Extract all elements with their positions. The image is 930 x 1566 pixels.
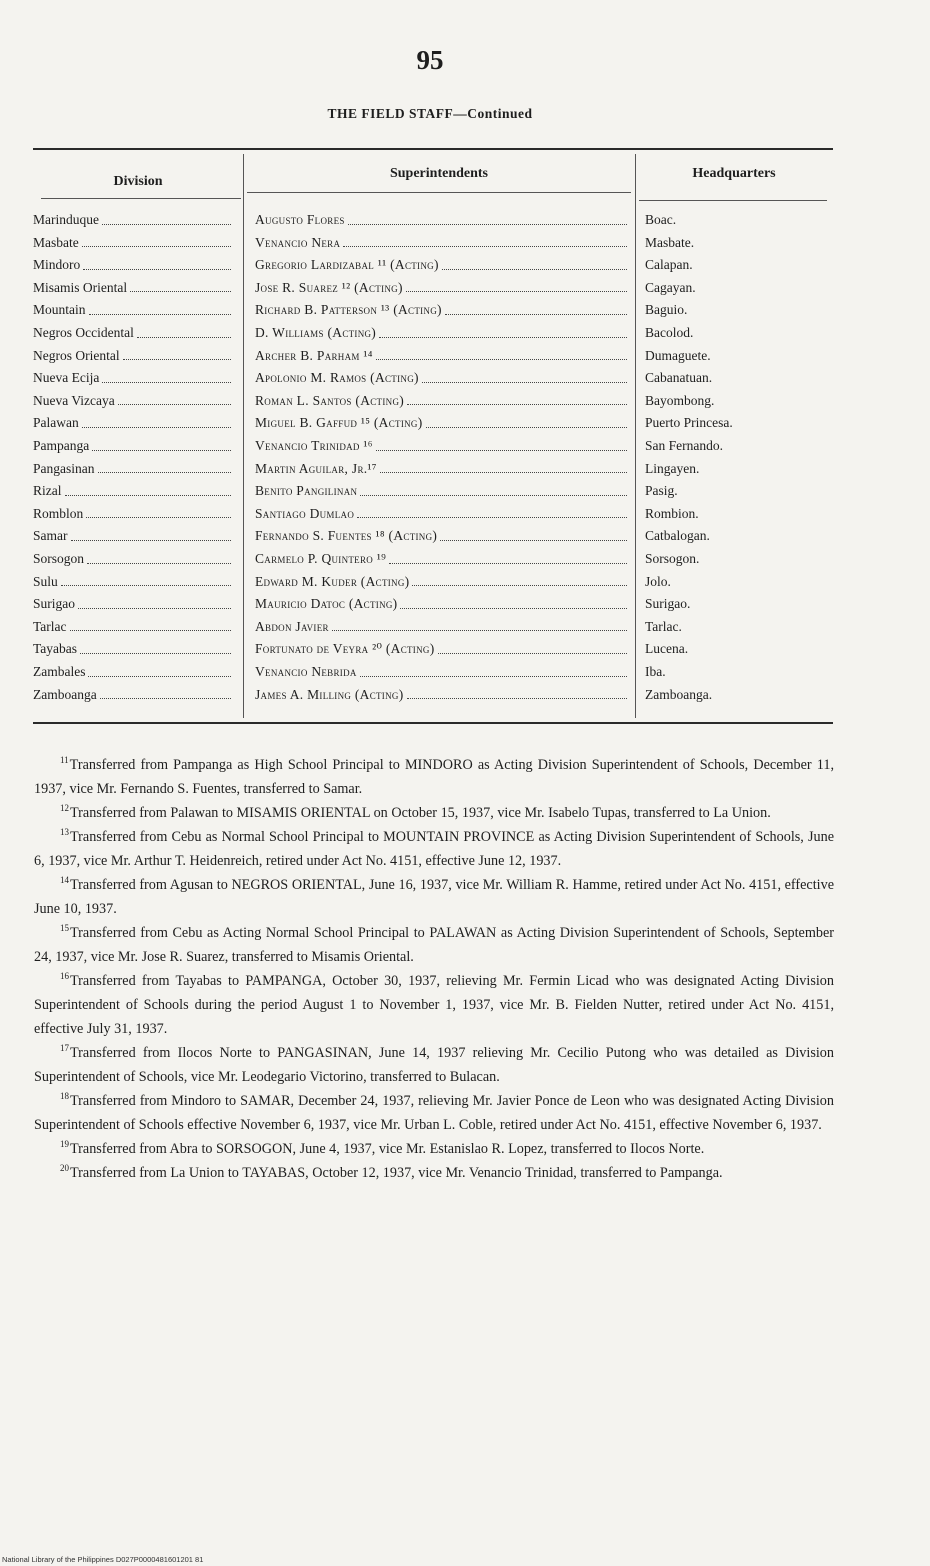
cell-superintendent: [255, 302, 627, 318]
division-text: Marinduque: [33, 212, 99, 227]
cell-superintendent: [255, 280, 627, 296]
dot-leader: [102, 382, 231, 383]
header-underline: [639, 200, 827, 201]
cell-superintendent: [255, 551, 627, 567]
superintendent-text: Miguel B. Gaffud ¹⁵ (Acting): [255, 415, 423, 431]
dot-leader: [123, 359, 231, 360]
cell-division: [33, 574, 231, 590]
superintendent-text: Benito Pangilinan: [255, 483, 358, 499]
footnote: [34, 1161, 834, 1185]
superintendent-text: Gregorio Lardizabal ¹¹ (Acting): [255, 257, 439, 273]
headquarters-text: Catbalogan.: [645, 528, 710, 544]
superintendent-text: Roman L. Santos (Acting): [255, 392, 405, 408]
cell-superintendent: [255, 325, 627, 341]
dot-leader: [376, 359, 627, 360]
division-text: Zamboanga: [33, 686, 97, 702]
cell-division: [33, 257, 231, 273]
headquarters-text: Rombion.: [645, 505, 699, 521]
headquarters-text: Cagayan.: [645, 279, 696, 295]
column-header-headquarters: Headquarters: [692, 166, 776, 181]
footnote-ref: 12: [60, 803, 69, 814]
footnote: [34, 753, 834, 801]
cell-superintendent: [255, 438, 627, 454]
cell-superintendent: [255, 393, 627, 409]
division-text: Tarlac: [33, 618, 67, 634]
footnote: [34, 1041, 834, 1089]
dot-leader: [137, 337, 231, 338]
footnote: [34, 921, 834, 969]
table-row: [33, 574, 833, 596]
dot-leader: [442, 269, 627, 270]
header-underline: [41, 198, 241, 199]
table-row: [33, 325, 833, 347]
table-row: [33, 619, 833, 641]
division-text: Negros Occidental: [33, 325, 134, 340]
footnote: [34, 1089, 834, 1137]
footnote: [34, 969, 834, 1041]
dot-leader: [407, 404, 627, 405]
headquarters-text: San Fernando.: [645, 438, 723, 453]
superintendent-text: Venancio Nebrida: [255, 664, 357, 679]
superintendent-text: D. Williams (Acting): [255, 325, 377, 340]
dot-leader: [88, 676, 231, 677]
footnote-text: Transferred from Pampanga as High School Principal to MINDORO as Acting Division Superintendent of Schools, December 11, 1937, vice Mr. Fernando S. Fuentes, transferred to Samar.: [34, 757, 834, 797]
footnote-text: Transferred from Cebu as Acting Normal School Principal to PALAWAN as Acting Division Superintendent of Schools, September 24, 1937, vice Mr. Jose R. Suarez, transferred to Misamis Oriental.: [34, 925, 834, 965]
dot-leader: [348, 224, 627, 225]
cell-division: [33, 687, 231, 703]
division-text: Pangasinan: [33, 460, 95, 476]
table-row: [33, 212, 833, 234]
cell-division: [33, 325, 231, 341]
cell-division: [33, 212, 231, 228]
headquarters-text: Sorsogon.: [645, 551, 700, 566]
cell-division: [33, 348, 231, 364]
cell-superintendent: [255, 370, 627, 386]
superintendent-text: Venancio Trinidad ¹⁶: [255, 438, 373, 453]
headquarters-text: Tarlac.: [645, 618, 682, 634]
superintendent-text: James A. Milling (Acting): [255, 686, 404, 702]
dot-leader: [87, 563, 231, 564]
cell-headquarters: [645, 551, 831, 567]
dot-leader: [86, 517, 231, 518]
cell-headquarters: [645, 280, 831, 296]
table-row: [33, 302, 833, 324]
headquarters-text: Bayombong.: [645, 392, 715, 408]
dot-leader: [70, 630, 231, 631]
cell-superintendent: [255, 596, 627, 612]
cell-division: [33, 483, 231, 499]
division-text: Sulu: [33, 573, 58, 589]
footnote-ref: 11: [60, 755, 69, 766]
cell-headquarters: [645, 325, 831, 341]
dot-leader: [438, 653, 627, 654]
table-row: [33, 348, 833, 370]
cell-headquarters: [645, 302, 831, 318]
cell-headquarters: [645, 235, 831, 251]
cell-division: [33, 641, 231, 657]
headquarters-text: Zamboanga.: [645, 686, 713, 702]
footnote-ref: 13: [60, 827, 69, 838]
cell-superintendent: [255, 461, 627, 477]
headquarters-text: Iba.: [645, 664, 666, 679]
cell-superintendent: [255, 506, 627, 522]
footnote: [34, 825, 834, 873]
table-row: [33, 687, 833, 709]
dot-leader: [380, 472, 627, 473]
dot-leader: [426, 427, 627, 428]
cell-headquarters: [645, 348, 831, 364]
table-row: [33, 257, 833, 279]
cell-division: [33, 302, 231, 318]
dot-leader: [100, 698, 231, 699]
footnote-ref: 20: [60, 1163, 69, 1174]
dot-leader: [130, 291, 231, 292]
superintendent-text: Fortunato de Veyra ²⁰ (Acting): [255, 641, 435, 657]
superintendent-text: Abdon Javier: [255, 618, 329, 634]
cell-superintendent: [255, 483, 627, 499]
superintendent-text: Jose R. Suarez ¹² (Acting): [255, 279, 403, 295]
table-row: [33, 483, 833, 505]
division-text: Samar: [33, 528, 68, 544]
table-row: [33, 641, 833, 663]
cell-superintendent: [255, 257, 627, 273]
cell-division: [33, 438, 231, 454]
headquarters-text: Baguio.: [645, 302, 688, 318]
superintendent-text: Apolonio M. Ramos (Acting): [255, 370, 419, 386]
dot-leader: [389, 563, 627, 564]
cell-division: [33, 551, 231, 567]
dot-leader: [343, 246, 627, 247]
footnote-ref: 14: [60, 875, 69, 886]
dot-leader: [80, 653, 231, 654]
table-row: [33, 438, 833, 460]
cell-superintendent: [255, 641, 627, 657]
column-header-division: Division: [113, 174, 163, 189]
cell-headquarters: [645, 257, 831, 273]
headquarters-text: Jolo.: [645, 573, 671, 589]
footnote-text: Transferred from La Union to TAYABAS, October 12, 1937, vice Mr. Venancio Trinidad, transferred to Pampanga.: [70, 1165, 723, 1181]
footnote-text: Transferred from Palawan to MISAMIS ORIENTAL on October 15, 1937, vice Mr. Isabelo Tupas, transferred to La Union.: [70, 805, 771, 821]
dot-leader: [400, 608, 627, 609]
division-text: Mountain: [33, 302, 86, 318]
cell-headquarters: [645, 574, 831, 590]
cell-superintendent: [255, 235, 627, 251]
footnote-text: Transferred from Ilocos Norte to PANGASINAN, June 14, 1937 relieving Mr. Cecilio Putong who was detailed as Division Superintendent of Schools, vice Mr. Leodegario Victorino, transferred to Bulacan.: [34, 1045, 834, 1085]
cell-division: [33, 370, 231, 386]
dot-leader: [360, 495, 627, 496]
cell-headquarters: [645, 393, 831, 409]
headquarters-text: Puerto Princesa.: [645, 415, 733, 431]
footnote: [34, 873, 834, 921]
table-row: [33, 551, 833, 573]
superintendent-text: Augusto Flores: [255, 212, 345, 227]
footnote: [34, 801, 834, 825]
cell-headquarters: [645, 415, 831, 431]
table-row: [33, 370, 833, 392]
table-row: [33, 461, 833, 483]
headquarters-text: Pasig.: [645, 483, 678, 499]
cell-superintendent: [255, 415, 627, 431]
footnote-text: Transferred from Cebu as Normal School Principal to MOUNTAIN PROVINCE as Acting Division Superintendent of Schools, June 6, 1937, vice Mr. Arthur T. Heidenreich, retired under Act No. 4151, effective June 12, 1937.: [34, 829, 834, 869]
dot-leader: [89, 314, 232, 315]
dot-leader: [98, 472, 232, 473]
cell-headquarters: [645, 528, 831, 544]
headquarters-text: Dumaguete.: [645, 347, 711, 363]
footnote-text: Transferred from Mindoro to SAMAR, December 24, 1937, relieving Mr. Javier Ponce de Leon who was designated Acting Division Superintendent of Schools effective November 6, 1937, vice Mr. Urban L. Coble, retired under Act No. 4151, effective November 6, 1937.: [34, 1093, 834, 1133]
division-text: Tayabas: [33, 641, 78, 657]
headquarters-text: Lingayen.: [645, 460, 700, 476]
cell-headquarters: [645, 596, 831, 612]
page-number: 95: [416, 45, 444, 75]
dot-leader: [82, 427, 231, 428]
division-text: Mindoro: [33, 257, 81, 273]
division-text: Surigao: [33, 596, 75, 612]
table-row: [33, 506, 833, 528]
footnotes: [34, 753, 834, 1185]
dot-leader: [92, 450, 231, 451]
table-row: [33, 280, 833, 302]
division-text: Negros Oriental: [33, 347, 120, 363]
superintendent-text: Archer B. Parham ¹⁴: [255, 347, 373, 363]
footnote-text: Transferred from Abra to SORSOGON, June 4, 1937, vice Mr. Estanislao R. Lopez, transferred to Ilocos Norte.: [70, 1141, 705, 1157]
cell-superintendent: [255, 619, 627, 635]
footnote-ref: 19: [60, 1139, 69, 1150]
cell-division: [33, 596, 231, 612]
table-row: [33, 528, 833, 550]
cell-division: [33, 664, 231, 680]
page-title: THE FIELD STAFF—Continued: [327, 106, 533, 121]
footnote-ref: 18: [60, 1091, 69, 1102]
dot-leader: [83, 269, 231, 270]
dot-leader: [360, 676, 627, 677]
headquarters-text: Surigao.: [645, 596, 691, 612]
footnote-ref: 17: [60, 1043, 69, 1054]
dot-leader: [332, 630, 627, 631]
cell-headquarters: [645, 483, 831, 499]
division-text: Nueva Vizcaya: [33, 392, 115, 408]
division-text: Palawan: [33, 415, 79, 431]
cell-superintendent: [255, 664, 627, 680]
superintendent-text: Venancio Nera: [255, 234, 341, 250]
dot-leader: [376, 450, 627, 451]
dot-leader: [78, 608, 231, 609]
headquarters-text: Bacolod.: [645, 325, 694, 340]
dot-leader: [412, 585, 627, 586]
cell-headquarters: [645, 506, 831, 522]
headquarters-text: Calapan.: [645, 257, 693, 273]
cell-superintendent: [255, 348, 627, 364]
cell-division: [33, 393, 231, 409]
dot-leader: [379, 337, 627, 338]
superintendent-text: Santiago Dumlao: [255, 505, 355, 521]
table-row: [33, 596, 833, 618]
superintendent-text: Mauricio Datoc (Acting): [255, 596, 398, 612]
field-staff-table: [33, 148, 833, 724]
cell-superintendent: [255, 687, 627, 703]
bottom-caption: National Library of the Philippines D027P0000481601201 81: [2, 1555, 204, 1564]
dot-leader: [406, 291, 627, 292]
cell-division: [33, 415, 231, 431]
division-text: Zambales: [33, 664, 86, 679]
dot-leader: [65, 495, 232, 496]
headquarters-text: Lucena.: [645, 641, 689, 657]
superintendent-text: Carmelo P. Quintero ¹⁹: [255, 551, 387, 566]
cell-division: [33, 619, 231, 635]
cell-division: [33, 461, 231, 477]
superintendent-text: Richard B. Patterson ¹³ (Acting): [255, 302, 442, 318]
cell-headquarters: [645, 212, 831, 228]
table-row: [33, 664, 833, 686]
headquarters-text: Cabanatuan.: [645, 370, 713, 386]
dot-leader: [61, 585, 231, 586]
dot-leader: [422, 382, 627, 383]
header-underline: [247, 192, 631, 193]
dot-leader: [357, 517, 627, 518]
column-header-superintendents: Superintendents: [389, 166, 489, 181]
footnote: [34, 1137, 834, 1161]
cell-headquarters: [645, 641, 831, 657]
division-text: Romblon: [33, 505, 84, 521]
dot-leader: [102, 224, 231, 225]
superintendent-text: Martin Aguilar, Jr.¹⁷: [255, 460, 377, 476]
division-text: Sorsogon: [33, 551, 85, 566]
cell-division: [33, 280, 231, 296]
headquarters-text: Boac.: [645, 212, 677, 227]
superintendent-text: Fernando S. Fuentes ¹⁸ (Acting): [255, 528, 438, 544]
division-text: Rizal: [33, 483, 62, 499]
footnote-ref: 15: [60, 923, 69, 934]
cell-headquarters: [645, 664, 831, 680]
cell-division: [33, 235, 231, 251]
cell-division: [33, 528, 231, 544]
cell-superintendent: [255, 212, 627, 228]
cell-headquarters: [645, 370, 831, 386]
dot-leader: [407, 698, 628, 699]
cell-superintendent: [255, 528, 627, 544]
table-row: [33, 235, 833, 257]
division-text: Pampanga: [33, 438, 90, 453]
division-text: Nueva Ecija: [33, 370, 100, 386]
table-row: [33, 415, 833, 437]
cell-superintendent: [255, 574, 627, 590]
footnote-text: Transferred from Tayabas to PAMPANGA, October 30, 1937, relieving Mr. Fermin Licad who was designated Acting Division Superintendent of Schools during the period August 1 to November 1, 1937, vice Mr. B. Fielden Nutter, retired under Act No. 4151, effective July 31, 1937.: [34, 973, 834, 1037]
table-row: [33, 393, 833, 415]
cell-headquarters: [645, 619, 831, 635]
superintendent-text: Edward M. Kuder (Acting): [255, 573, 410, 589]
cell-headquarters: [645, 461, 831, 477]
footnote-ref: 16: [60, 971, 69, 982]
dot-leader: [440, 540, 627, 541]
dot-leader: [445, 314, 627, 315]
dot-leader: [82, 246, 231, 247]
division-text: Misamis Oriental: [33, 279, 128, 295]
cell-division: [33, 506, 231, 522]
cell-headquarters: [645, 687, 831, 703]
division-text: Masbate: [33, 234, 79, 250]
cell-headquarters: [645, 438, 831, 454]
headquarters-text: Masbate.: [645, 234, 695, 250]
footnote-text: Transferred from Agusan to NEGROS ORIENTAL, June 16, 1937, vice Mr. William R. Hamme, retired under Act No. 4151, effective June 10, 1937.: [34, 877, 834, 917]
dot-leader: [118, 404, 231, 405]
dot-leader: [71, 540, 232, 541]
